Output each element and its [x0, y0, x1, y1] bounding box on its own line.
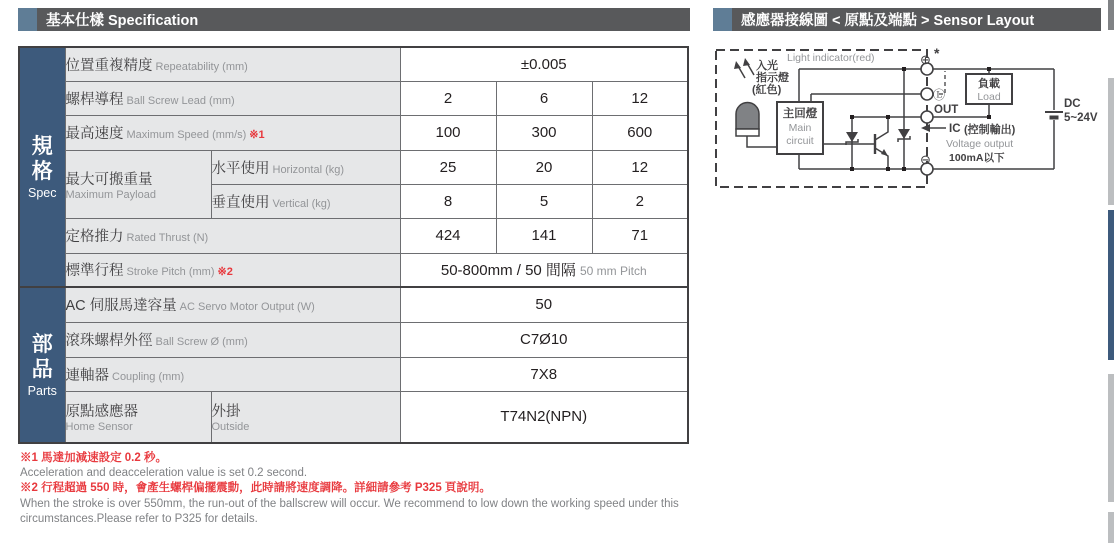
sensor-section-title: [741, 9, 1038, 30]
out-label: OUT: [934, 104, 959, 116]
row-label-coupling: 連軸器 Coupling (mm): [65, 357, 400, 391]
dc-range-label: 5~24V: [1064, 112, 1098, 124]
footnotes: [20, 451, 720, 527]
value-horizontal-2: 20: [496, 150, 592, 184]
spec-table: [18, 46, 689, 444]
current-limit-label: 100mA以下: [949, 152, 1005, 164]
value-motor: 50: [400, 287, 688, 322]
spec-title-en: Specification: [108, 13, 199, 29]
transistor-emitter-arrow: [881, 149, 888, 156]
minus-terminal-label: ⊖: [920, 152, 931, 167]
note-mark-1: ※1: [249, 129, 265, 141]
footnote-2-zh: ※2 行程超過 550 時，會產生螺桿偏擺震動，此時請將速度調降。詳細請參考 P325 頁說明。: [20, 482, 491, 495]
control-output-label: (控制輸出): [964, 124, 1016, 136]
sidebar-spec-zh: 規格: [31, 134, 53, 183]
sensor-title-zh: 感應器接線圖 < 原點及端點 >: [741, 13, 930, 29]
value-horizontal-1: 25: [400, 150, 496, 184]
value-speed-1: 100: [400, 115, 496, 150]
red-color-label: (紅色): [752, 84, 782, 96]
row-label-speed: 最高速度 Maximum Speed (mm/s) ※1: [65, 115, 400, 150]
spec-section-title: [46, 9, 202, 30]
terminal-l: [921, 88, 933, 100]
value-vertical-1: 8: [400, 184, 496, 218]
value-screw-od: C7Ø10: [400, 322, 688, 357]
table-row: [19, 287, 688, 322]
sidebar-spec-en: Spec: [28, 186, 57, 201]
main-circuit-label-en1: Main: [788, 122, 812, 134]
row-label-vertical: 垂直使用 Vertical (kg): [211, 184, 400, 218]
ic-arrow-head: [921, 124, 930, 132]
spec-title-zh: 基本仕樣: [46, 13, 104, 29]
value-vertical-2: 5: [496, 184, 592, 218]
note-mark-2: ※2: [217, 266, 233, 279]
page-edge-tab: [1108, 210, 1114, 360]
load-label-zh: 負載: [978, 78, 1000, 90]
sidebar-parts-en: Parts: [27, 384, 57, 399]
row-label-stroke: 標準行程 Stroke Pitch (mm) ※2: [65, 253, 400, 287]
table-row: [19, 218, 688, 253]
spec-section-header: [18, 8, 690, 31]
table-row: [19, 81, 688, 115]
l-terminal-label: Ⓛ: [933, 88, 946, 102]
voltage-output-label: Voltage output: [946, 138, 1014, 150]
row-label-home-sensor: 原點感應器 Home Sensor: [65, 391, 211, 443]
value-thrust-3: 71: [592, 218, 688, 253]
value-repeatability: ±0.005: [400, 47, 688, 81]
value-thrust-1: 424: [400, 218, 496, 253]
sensor-wiring-diagram: [712, 44, 1112, 196]
sidebar-spec: [19, 47, 65, 287]
value-coupling: 7X8: [400, 357, 688, 391]
page-edge-tab: [1108, 374, 1114, 502]
main-circuit-label-zh: 主回燈: [782, 108, 818, 120]
value-home-sensor: T74N2(NPN): [400, 391, 688, 443]
header-accent-square: [18, 8, 37, 31]
indicator-label: 指示燈: [756, 72, 789, 84]
value-stroke: 50-800mm / 50 間隔 50 mm Pitch: [400, 253, 688, 287]
value-lead-1: 2: [400, 81, 496, 115]
load-label-en: Load: [977, 91, 1001, 103]
row-label-repeatability: 位置重複精度 Repeatability (mm): [65, 47, 400, 81]
plus-terminal-label: ⊕: [920, 52, 931, 67]
row-label-payload: 最大可搬重量 Maximum Payload: [65, 150, 211, 218]
table-row: [19, 357, 688, 391]
ic-label: IC: [949, 123, 961, 135]
page-edge-tab: [1108, 0, 1114, 30]
table-row: [19, 391, 688, 443]
value-speed-2: 300: [496, 115, 592, 150]
table-row: [19, 253, 688, 287]
light-indicator-label: Light indicator(red): [787, 52, 875, 64]
transistor-legs: [875, 117, 888, 169]
value-thrust-2: 141: [496, 218, 592, 253]
footnote-1-en: Acceleration and deacceleration value is set 0.2 second.: [20, 467, 308, 480]
value-speed-3: 600: [592, 115, 688, 150]
row-label-home-sensor-mount: 外掛 Outside: [211, 391, 400, 443]
value-lead-2: 6: [496, 81, 592, 115]
battery-symbol: [1045, 112, 1063, 118]
page-edge-tab: [1108, 512, 1114, 543]
value-horizontal-3: 12: [592, 150, 688, 184]
table-row: [19, 115, 688, 150]
sensor-title-en: Sensor Layout: [933, 13, 1035, 29]
led-indicator: [736, 103, 759, 137]
table-row: [19, 322, 688, 357]
row-label-screw-od: 滾珠螺桿外徑 Ball Screw Ø (mm): [65, 322, 400, 357]
sidebar-parts: [19, 287, 65, 443]
row-label-motor: AC 伺服馬達容量 AC Servo Motor Output (W): [65, 287, 400, 322]
header-accent-square: [713, 8, 732, 31]
incident-light-label: 入光: [756, 60, 778, 72]
table-row: [19, 150, 688, 184]
row-label-lead: 螺桿導程 Ball Screw Lead (mm): [65, 81, 400, 115]
light-arrows: [734, 58, 754, 78]
footnote-2-en: When the stroke is over 550mm, the run-out of the ballscrew will occur. We recommend to low down the working speed under this circumstances.Please refer to P325 for details.: [20, 497, 679, 525]
sidebar-parts-zh: 部品: [31, 332, 53, 381]
terminal-out: [921, 111, 933, 123]
footnote-1-zh: ※1 馬達加減速設定 0.2 秒。: [20, 452, 167, 464]
value-vertical-3: 2: [592, 184, 688, 218]
table-row: [19, 47, 688, 81]
sensor-section-header: [713, 8, 1101, 31]
dc-label: DC: [1064, 98, 1081, 110]
main-circuit-label-en2: circuit: [786, 135, 814, 147]
page-edge-tab: [1108, 78, 1114, 205]
row-label-thrust: 定格推力 Rated Thrust (N): [65, 218, 400, 253]
asterisk-mark: *: [934, 45, 940, 61]
row-label-horizontal: 水平使用 Horizontal (kg): [211, 150, 400, 184]
value-lead-3: 12: [592, 81, 688, 115]
